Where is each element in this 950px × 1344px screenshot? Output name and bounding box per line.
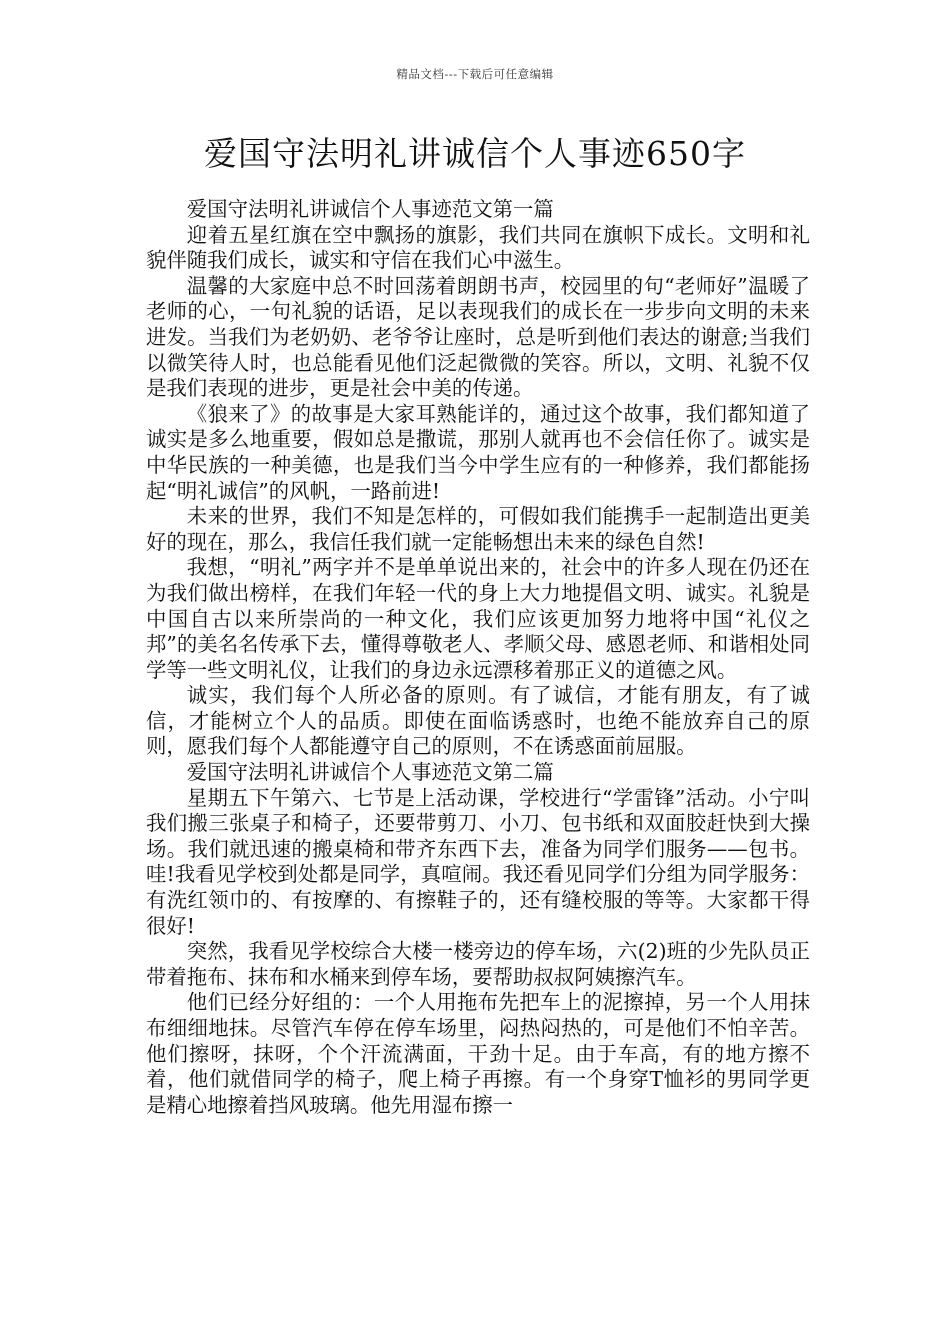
paragraph: 迎着五星红旗在空中飘扬的旗影，我们共同在旗帜下成长。文明和礼貌伴随我们成长，诚实和守信在我们心中滋生。 bbox=[146, 222, 810, 273]
paragraph: 《狼来了》的故事是大家耳熟能详的，通过这个故事，我们都知道了诚实是多么地重要，假如总是撒谎，那别人就再也不会信任你了。诚实是中华民族的一种美德，也是我们当今中学生应有的一种修养，我们都能扬起“明礼诚信”的风帆，一路前进! bbox=[146, 401, 810, 503]
paragraph: 未来的世界，我们不知是怎样的，可假如我们能携手一起制造出更美好的现在，那么，我信任我们就一定能畅想出未来的绿色自然! bbox=[146, 504, 810, 554]
section-heading-2: 爱国守法明礼讲诚信个人事迹范文第二篇 bbox=[186, 760, 554, 785]
section-heading-1: 爱国守法明礼讲诚信个人事迹范文第一篇 bbox=[186, 197, 554, 221]
document-title: 爱国守法明礼讲诚信个人事迹650字 bbox=[204, 134, 746, 173]
paragraph: 诚实，我们每个人所必备的原则。有了诚信，才能有朋友，有了诚信，才能树立个人的品质。即使在面临诱惑时，也绝不能放弃自己的原则，愿我们每个人都能遵守自己的原则，不在诱惑面前屈服。 bbox=[146, 683, 810, 759]
paragraph: 他们已经分好组的：一个人用拖布先把车上的泥擦掉，另一个人用抹布细细地抹。尽管汽车停在停车场里，闷热闷热的，可是他们不怕辛苦。他们擦呀，抹呀，个个汗流满面，干劲十足。由于车高，有的地方擦不着，他们就借同学的椅子，爬上椅子再擦。有一个身穿T恤衫的男同学更是精心地擦着挡风玻璃。他先用湿布擦一 bbox=[146, 990, 810, 1117]
paragraph: 温馨的大家庭中总不时回荡着朗朗书声，校园里的句“老师好”温暖了老师的心，一句礼貌的话语，足以表现我们的成长在一步步向文明的未来进发。当我们为老奶奶、老爷爷让座时，总是听到他们表达的谢意;当我们以微笑待人时，也总能看见他们泛起微微的笑容。所以，文明、礼貌不仅是我们表现的进步，更是社会中美的传递。 bbox=[146, 273, 810, 401]
document-body bbox=[146, 197, 810, 1118]
paragraph: 突然，我看见学校综合大楼一楼旁边的停车场，六(2)班的少先队员正带着拖布、抹布和水桶来到停车场，要帮助叔叔阿姨擦汽车。 bbox=[146, 939, 810, 989]
header-note: 精品文档---下载后可任意编辑 bbox=[396, 67, 554, 81]
paragraph: 星期五下午第六、七节是上活动课，学校进行“学雷锋”活动。小宁叫我们搬三张桌子和椅子，还要带剪刀、小刀、包书纸和双面胶赶快到大操场。我们就迅速的搬桌椅和带齐东西下去，准备为同学们服务——包书。哇!我看见学校到处都是同学，真喧闹。我还看见同学们分组为同学服务：有洗红领巾的、有按摩的、有擦鞋子的，还有缝校服的等等。大家都干得很好! bbox=[146, 785, 810, 938]
paragraph: 我想，“明礼”两字并不是单单说出来的，社会中的许多人现在仍还在为我们做出榜样，在我们年轻一代的身上大力地提倡文明、诚实。礼貌是中国自古以来所崇尚的一种文化，我们应该更加努力地将中国“礼仪之邦”的美名名传承下去，懂得尊敬老人、孝顺父母、感恩老师、和谐相处同学等一些文明礼仪，让我们的身边永远漂移着那正义的道德之风。 bbox=[146, 555, 810, 682]
